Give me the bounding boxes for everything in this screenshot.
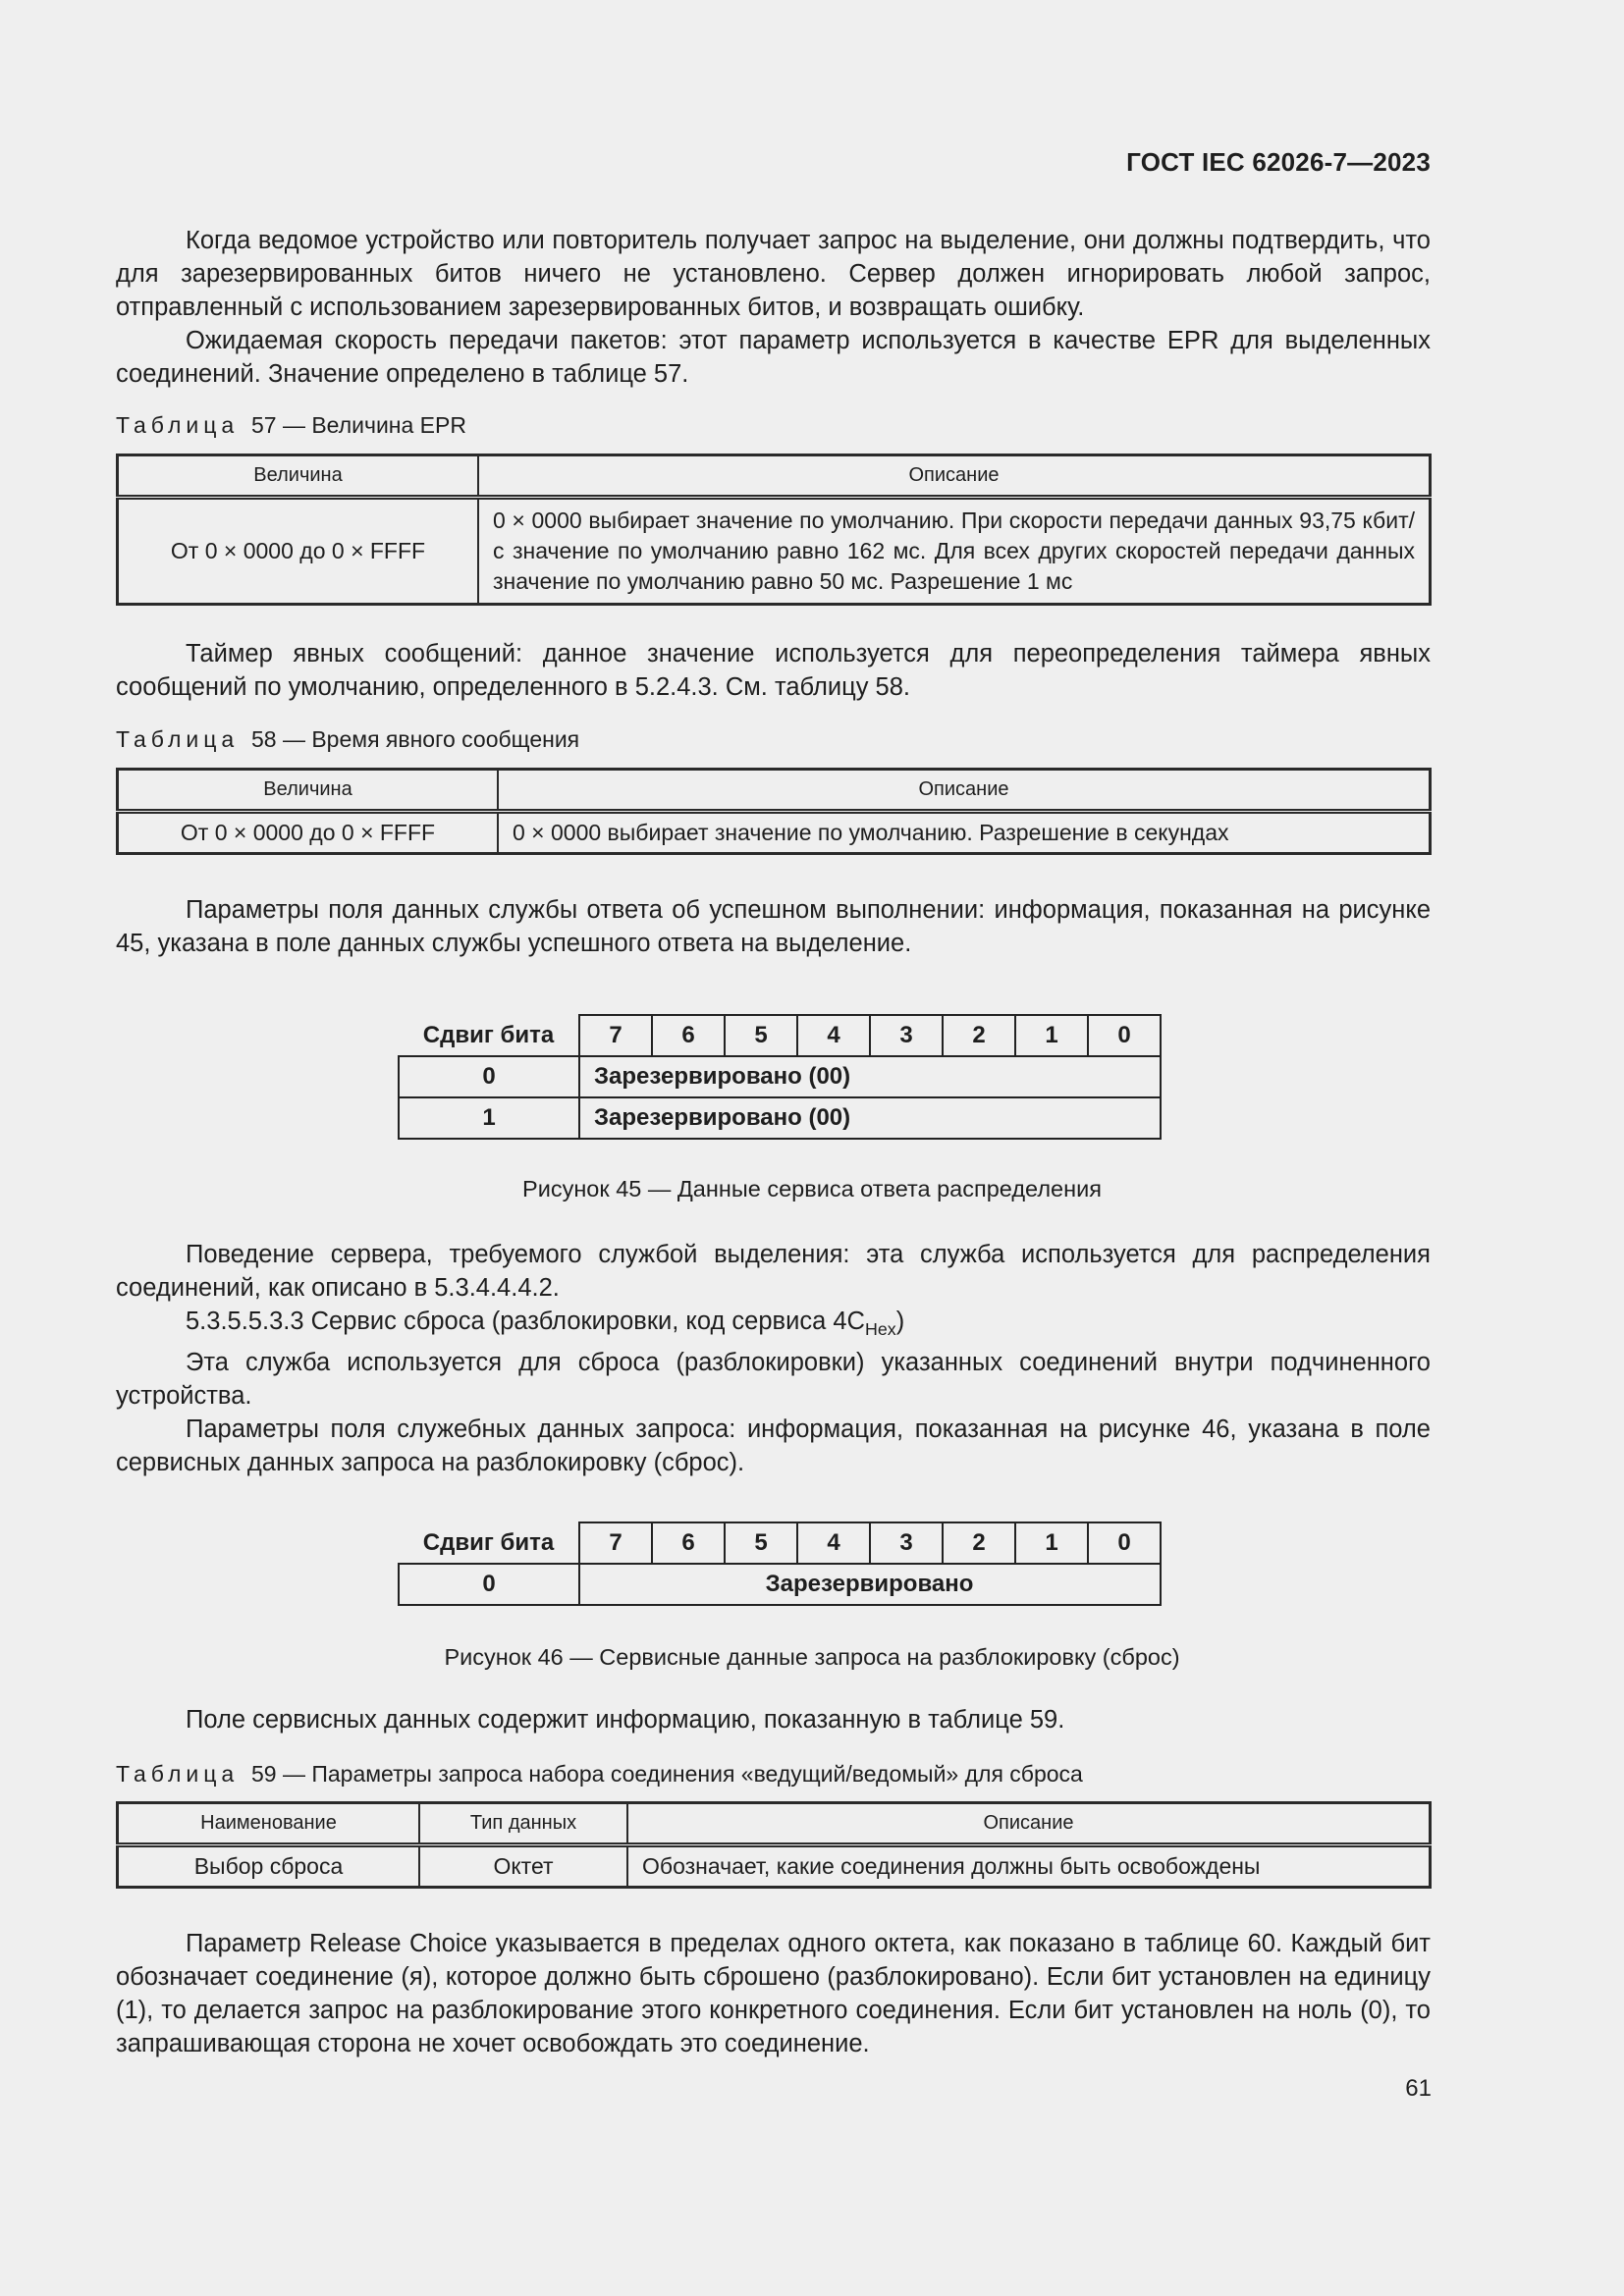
figure-45-bit-table [398,1014,1162,1140]
paragraph-block [116,1703,1431,1736]
column-header: Описание [478,455,1431,498]
table-cell: Октет [419,1845,627,1888]
caption-text: 58 — Время явного сообщения [250,726,580,752]
section-heading-text: 5.3.5.5.3.3 Сервис сброса (разблокировки, код сервиса 4C [186,1308,865,1335]
paragraph-block [116,637,1431,704]
bit-number: 4 [797,1015,870,1056]
bit-number: 2 [943,1015,1015,1056]
byte-content: Зарезервировано (00) [579,1056,1161,1097]
paragraph: Поле сервисных данных содержит информацию, показанную в таблице 59. [186,1706,1065,1734]
bit-number: 6 [652,1015,725,1056]
caption-text: 59 — Параметры запроса набора соединения «ведущий/ведомый» для сброса [250,1761,1083,1787]
document-header: ГОСТ IEC 62026-7—2023 [1126,147,1431,177]
bit-number: 4 [797,1522,870,1564]
caption-prefix: Таблица [116,412,240,438]
table-row [399,1097,1161,1139]
bit-number: 3 [870,1522,943,1564]
bit-number: 0 [1088,1015,1161,1056]
bit-number: 2 [943,1522,1015,1564]
figure-46-caption: Рисунок 46 — Сервисные данные запроса на разблокировку (сброс) [444,1644,1180,1670]
figure-45-caption: Рисунок 45 — Данные сервиса ответа распределения [522,1176,1102,1201]
paragraph: Параметр Release Choice указывается в пределах одного октета, как показано в таблице 60. Каждый бит обозначает соединение (я), которое должно быть сброшено (разблокировано). Если бит установлен на единицу (1), то делается запрос на разблокирование этого конкретного соединения. Если бит установлен на ноль (0), то запрашивающая сторона не хочет освобождать это соединение. [116,1930,1431,2057]
bit-number: 7 [579,1015,652,1056]
paragraph: Параметры поля служебных данных запроса: информация, показанная на рисунке 46, указана в поле сервисных данных запроса на разблокировку (сброс). [116,1415,1431,1476]
bit-number: 1 [1015,1522,1088,1564]
caption-prefix: Таблица [116,726,240,752]
column-header: Описание [627,1803,1431,1845]
column-header: Тип данных [419,1803,627,1845]
paragraph: Эта служба используется для сброса (разблокировки) указанных соединений внутри подчиненного устройства. [116,1349,1431,1410]
table-row [118,1845,1431,1888]
column-header: Величина [118,455,479,498]
bit-offset-header: Сдвиг бита [399,1015,579,1056]
byte-content: Зарезервировано (00) [579,1097,1161,1139]
closing-paren: ) [895,1308,905,1335]
column-header: Описание [498,770,1431,812]
table-58 [116,768,1432,855]
bit-number: 1 [1015,1015,1088,1056]
table-cell: Обозначает, какие соединения должны быть освобождены [627,1845,1431,1888]
table-cell: 0 × 0000 выбирает значение по умолчанию. Разрешение в секундах [498,812,1431,854]
bit-number: 7 [579,1522,652,1564]
byte-offset: 0 [399,1564,579,1605]
page-number: 61 [1405,2075,1432,2102]
bit-number: 5 [725,1015,797,1056]
table-57-caption [116,412,466,439]
column-header: Наименование [118,1803,420,1845]
table-58-caption [116,726,579,753]
paragraph: Параметры поля данных службы ответа об успешном выполнении: информация, показанная на рисунке 45, указана в поле данных службы успешного ответа на выделение. [116,896,1431,957]
paragraph: Ожидаемая скорость передачи пакетов: этот параметр используется в качестве EPR для выделенных соединений. Значение определено в таблице 57. [116,327,1431,388]
table-row [118,498,1431,605]
bit-number: 3 [870,1015,943,1056]
figure-46-bit-table [398,1522,1162,1606]
paragraph-block [116,1927,1431,2060]
table-cell: Выбор сброса [118,1845,420,1888]
byte-offset: 0 [399,1056,579,1097]
paragraph-block [116,893,1431,960]
column-header: Величина [118,770,499,812]
table-57 [116,454,1432,606]
table-cell: 0 × 0000 выбирает значение по умолчанию. При скорости передачи данных 93,75 кбит/с значение по умолчанию равно 162 мс. Для всех других скоростей передачи данных значение по умолчанию равно 50 мс. Разрешение 1 мс [478,498,1431,605]
section-heading [116,1305,1431,1346]
paragraph-block [116,1238,1431,1479]
paragraph: Когда ведомое устройство или повторитель получает запрос на выделение, они должны подтвердить, что для зарезервированных битов ничего не установлено. Сервер должен игнорировать любой запрос, отправленный с использованием зарезервированных битов, и возвращать ошибку. [116,227,1431,321]
table-59 [116,1801,1432,1889]
table-cell: От 0 × 0000 до 0 × FFFF [118,812,499,854]
caption-prefix: Таблица [116,1761,240,1787]
table-row [399,1564,1161,1605]
caption-text: 57 — Величина EPR [250,412,466,438]
intro-paragraphs [116,224,1431,391]
subscript: Hex [864,1319,896,1339]
byte-offset: 1 [399,1097,579,1139]
table-row [399,1056,1161,1097]
table-59-caption [116,1761,1083,1788]
table-cell: От 0 × 0000 до 0 × FFFF [118,498,479,605]
byte-content: Зарезервировано [579,1564,1161,1605]
paragraph: Поведение сервера, требуемого службой выделения: эта служба используется для распределения соединений, как описано в 5.3.4.4.4.2. [116,1241,1431,1302]
bit-number: 0 [1088,1522,1161,1564]
bit-offset-header: Сдвиг бита [399,1522,579,1564]
table-row [118,812,1431,854]
bit-number: 5 [725,1522,797,1564]
paragraph: Таймер явных сообщений: данное значение используется для переопределения таймера явных сообщений по умолчанию, определенного в 5.2.4.3. См. таблицу 58. [116,640,1431,701]
bit-number: 6 [652,1522,725,1564]
